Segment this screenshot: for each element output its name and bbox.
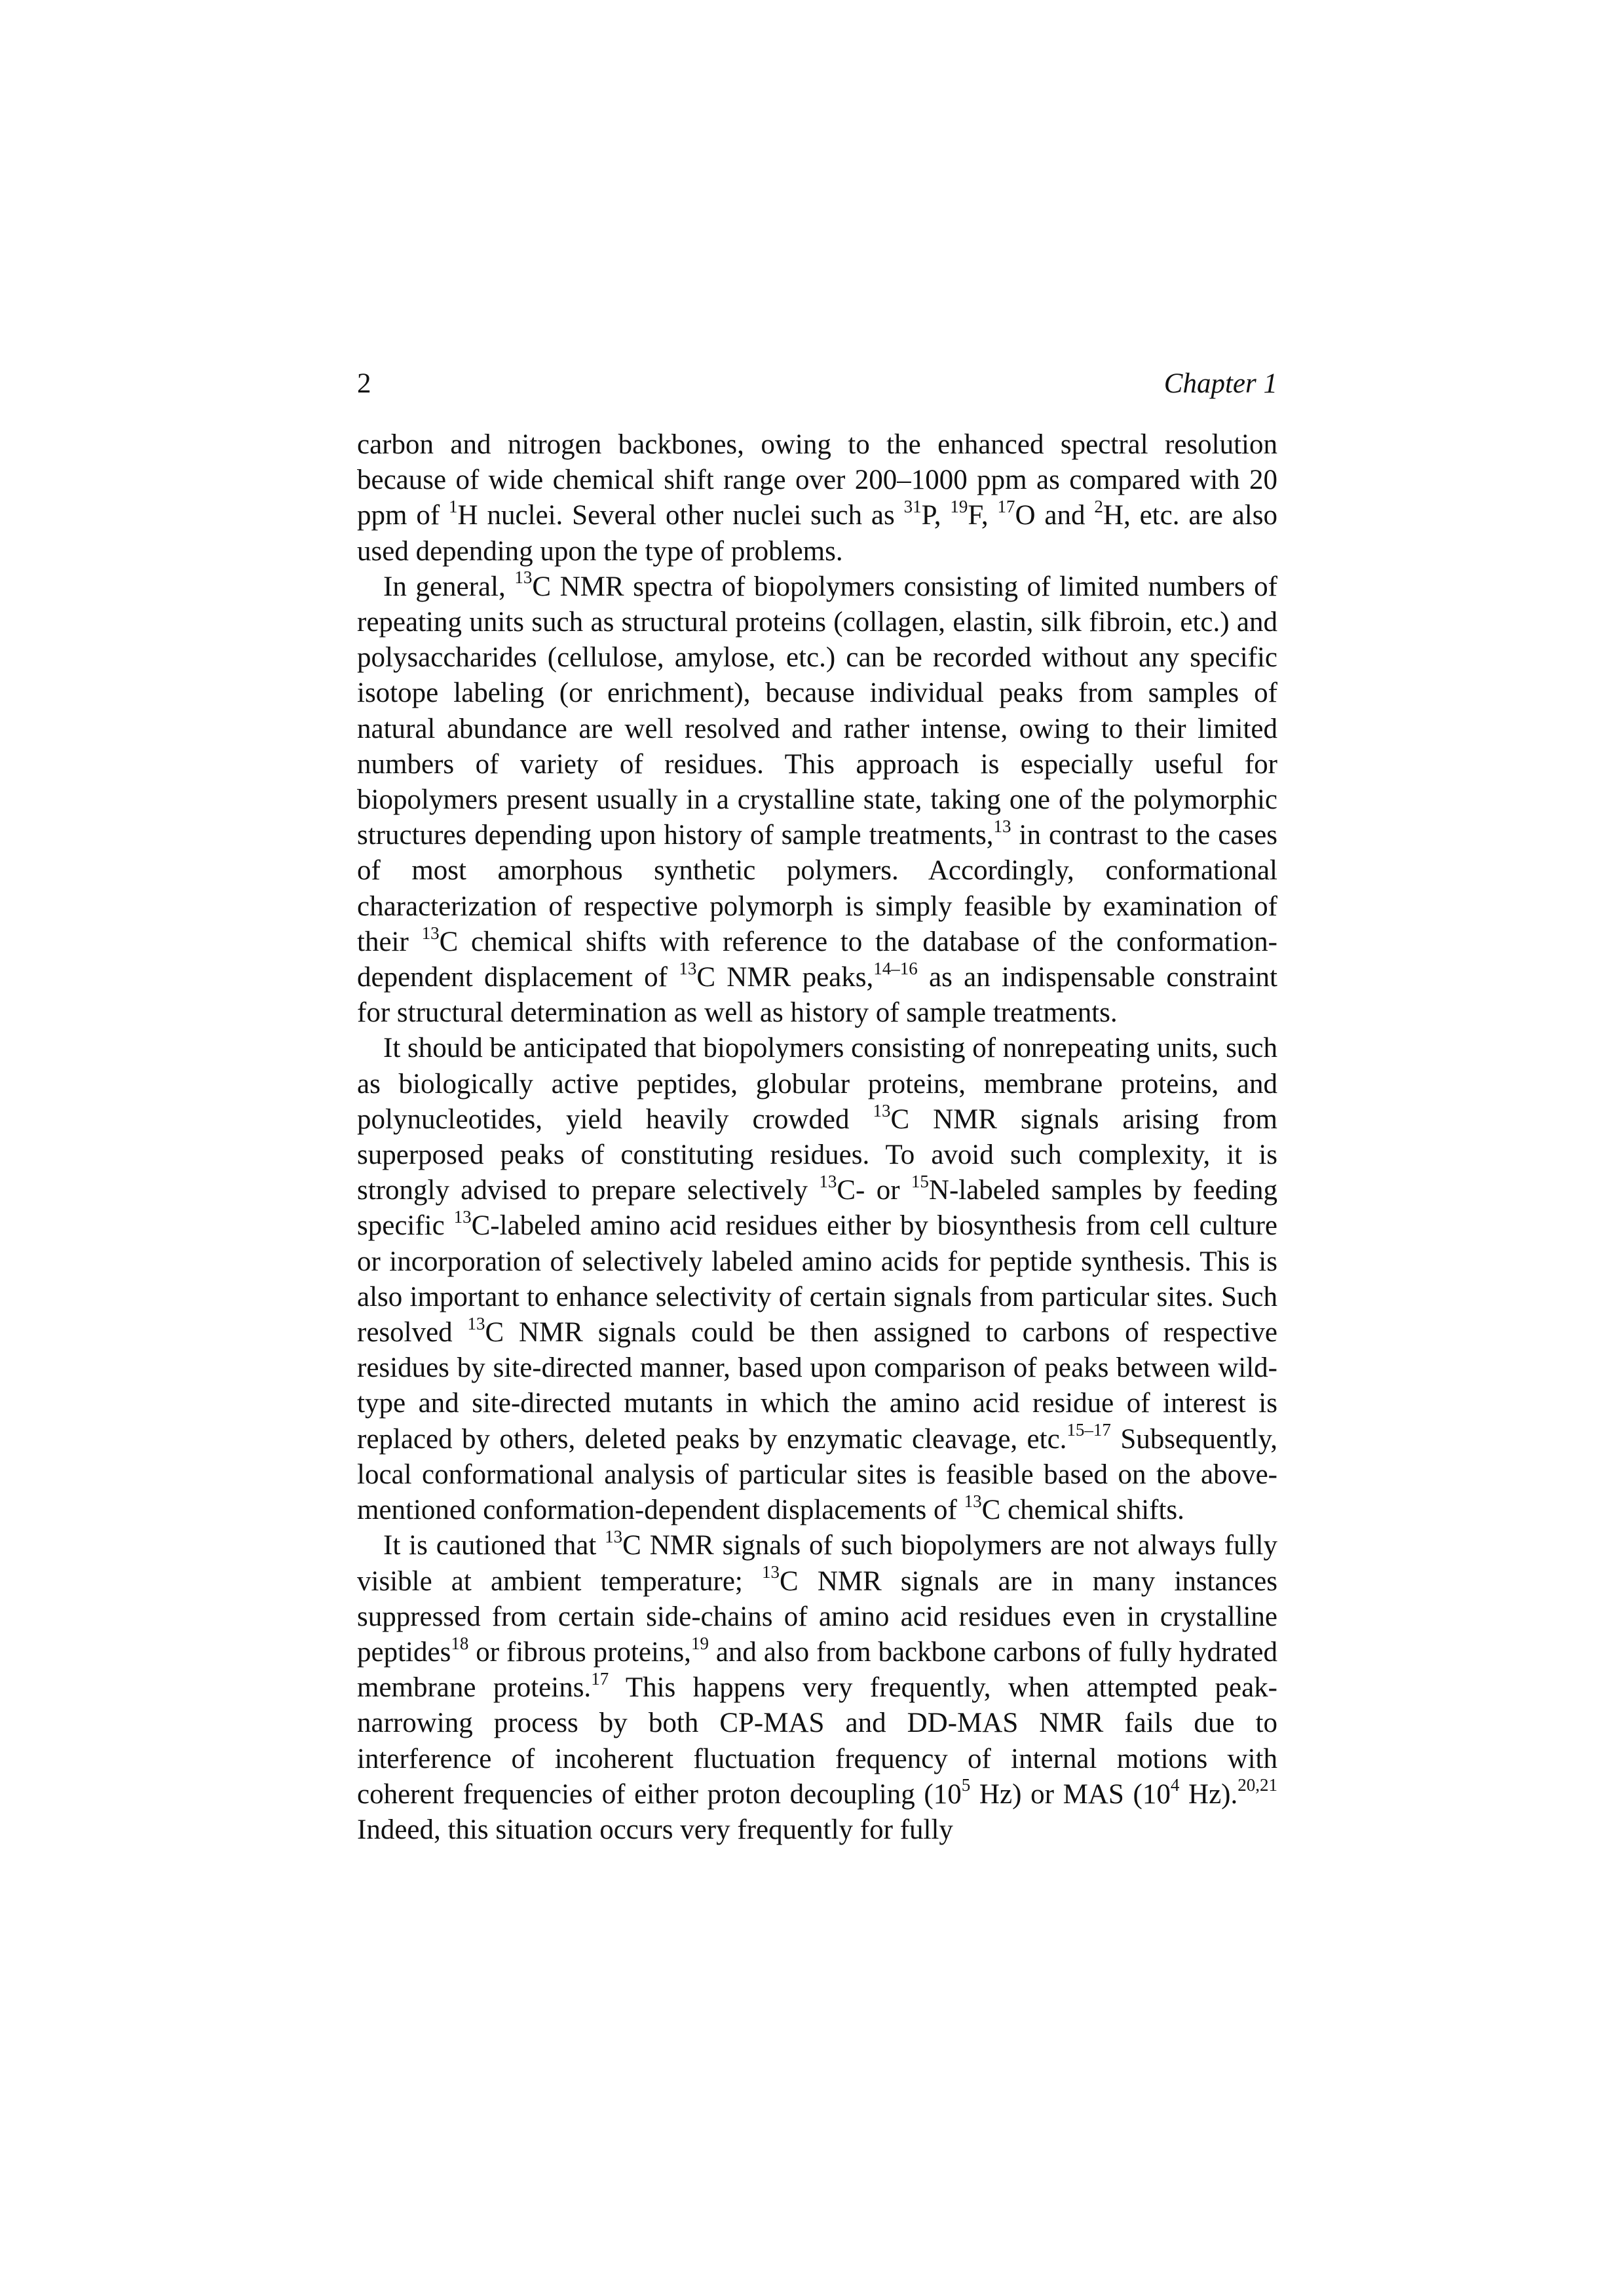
text-run: C NMR peaks, bbox=[696, 962, 874, 993]
text-run: This happens very frequently, when attempted peak-narrowing process by both CP-MAS and DD-MAS NMR fails due to interference of incoherent fluctuation frequency of internal motions with coherent frequencies of either proton decoupling (10 bbox=[357, 1672, 1277, 1810]
text-run: C- or bbox=[837, 1175, 911, 1206]
text-run: C chemical shifts with reference to the database of the conformation-dependent displacement of bbox=[357, 926, 1277, 993]
paragraph-3 bbox=[357, 1031, 1277, 1528]
superscript: 19 bbox=[950, 497, 968, 517]
text-run: O and bbox=[1015, 500, 1095, 531]
text-run: Subsequently, local conformational analysis of particular sites is feasible based on the above-mentioned conformation-dependent displacements of bbox=[357, 1423, 1277, 1526]
text-run: C NMR signals of such biopolymers are not always fully visible at ambient temperature; bbox=[357, 1530, 1277, 1597]
superscript: 14–16 bbox=[873, 958, 918, 978]
text-run: H, etc. are also used depending upon the type of problems. bbox=[357, 500, 1277, 567]
superscript: 15 bbox=[911, 1171, 929, 1191]
superscript: 13 bbox=[819, 1171, 837, 1191]
body-text bbox=[357, 427, 1277, 1848]
paragraph-1 bbox=[357, 427, 1277, 569]
page-header bbox=[357, 364, 1277, 404]
text-run: H nuclei. Several other nuclei such as bbox=[457, 500, 904, 531]
superscript: 17 bbox=[591, 1668, 609, 1689]
superscript: 13 bbox=[964, 1491, 982, 1511]
text-run: C NMR signals are in many instances suppressed from certain side-chains of amino acid residues even in crystalline peptides bbox=[357, 1565, 1277, 1668]
superscript: 5 bbox=[961, 1775, 971, 1795]
superscript: 13 bbox=[679, 958, 697, 978]
superscript: 13 bbox=[467, 1313, 485, 1333]
superscript: 13 bbox=[421, 923, 440, 943]
chapter-title: Chapter 1 bbox=[1163, 368, 1277, 399]
paragraph-4 bbox=[357, 1528, 1277, 1848]
superscript: 13 bbox=[514, 567, 533, 588]
text-run: in contrast to the cases of most amorphous synthetic polymers. Accordingly, conformational characterization of respective polymorph is simply feasible by examination of their bbox=[357, 820, 1277, 957]
superscript: 2 bbox=[1094, 497, 1103, 517]
text-run: and also from backbone carbons of fully hydrated membrane proteins. bbox=[357, 1636, 1278, 1704]
text-run: carbon and nitrogen backbones, owing to the enhanced spectral resolution because of wide chemical shift range over 200–1000 ppm as compared with 20 ppm of bbox=[357, 429, 1277, 531]
text-run: or fibrous proteins, bbox=[468, 1636, 691, 1668]
superscript: 20,21 bbox=[1237, 1775, 1277, 1795]
superscript: 13 bbox=[993, 816, 1011, 836]
superscript: 13 bbox=[873, 1100, 891, 1120]
superscript: 18 bbox=[451, 1633, 469, 1653]
text-run: C chemical shifts. bbox=[981, 1495, 1184, 1526]
text-run: P, bbox=[921, 500, 951, 531]
text-run: F, bbox=[968, 500, 998, 531]
text-run: C-labeled amino acid residues either by biosynthesis from cell culture or incorporation of selectively labeled amino acids for peptide synthesis. This is also important to enhance selectivity of certain signals from particular sites. Such resolved bbox=[357, 1210, 1277, 1349]
text-run: as an indispensable constraint for structural determination as well as history of sample treatments. bbox=[357, 962, 1277, 1029]
superscript: 4 bbox=[1170, 1775, 1180, 1795]
text-run: C NMR signals could be then assigned to carbons of respective residues by site-directed manner, based upon comparison of peaks between wild-type and site-directed mutants in which the amino acid residue of interest is replaced by others, deleted peaks by enzymatic cleavage, etc. bbox=[357, 1317, 1278, 1455]
text-run: N-labeled samples by feeding specific bbox=[357, 1175, 1277, 1242]
superscript: 1 bbox=[449, 497, 458, 517]
superscript: 15–17 bbox=[1067, 1420, 1111, 1440]
superscript: 13 bbox=[605, 1526, 623, 1546]
superscript: 31 bbox=[903, 497, 922, 517]
text-run: C NMR spectra of biopolymers consisting of limited numbers of repeating units such as structural proteins (collagen, elastin, silk fibroin, etc.) and polysaccharides (cellulose, amylose, etc.) can be recorded without any specific isotope labeling (or enrichment), because individual peaks from samples of natural abundance are well resolved and rather intense, owing to their limited numbers of variety of residues. This approach is especially useful for biopolymers present usually in a crystalline state, taking one of the polymorphic structures depending upon history of sample treatments, bbox=[357, 571, 1278, 851]
paragraph-2 bbox=[357, 569, 1277, 1031]
text-run: It should be anticipated that biopolymers consisting of nonrepeating units, such as biologically active peptides, globular proteins, membrane proteins, and polynucleotides, yield heavily crowded bbox=[357, 1033, 1277, 1135]
superscript: 13 bbox=[453, 1207, 472, 1227]
superscript: 17 bbox=[997, 497, 1015, 517]
text-run: Indeed, this situation occurs very frequently for fully bbox=[357, 1814, 953, 1845]
text-run: In general, bbox=[383, 571, 515, 602]
superscript: 13 bbox=[762, 1562, 780, 1582]
superscript: 19 bbox=[690, 1633, 709, 1653]
text-run: C NMR signals arising from superposed peaks of constituting residues. To avoid such complexity, it is strongly advised to prepare selectively bbox=[357, 1103, 1277, 1206]
text-run: Hz) or MAS (10 bbox=[970, 1778, 1171, 1810]
text-run: Hz). bbox=[1179, 1778, 1238, 1810]
text-run: It is cautioned that bbox=[383, 1530, 605, 1561]
page-number: 2 bbox=[357, 368, 371, 399]
